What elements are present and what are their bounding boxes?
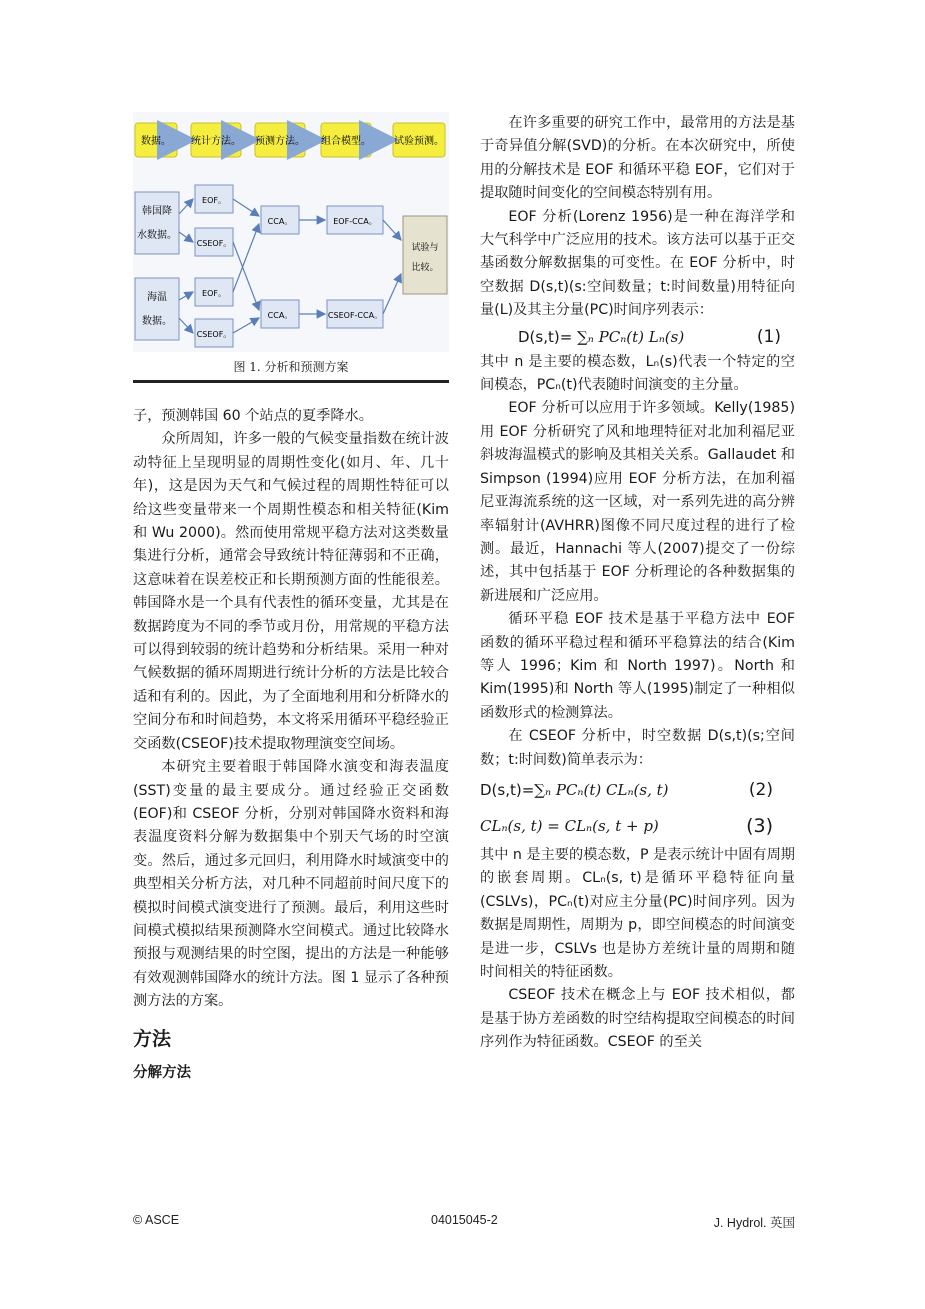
model-label-1: EOF-CCA。 bbox=[333, 217, 377, 226]
left-column bbox=[133, 405, 449, 1088]
footer-copyright: © ASCE bbox=[133, 1213, 180, 1227]
top-box-label-5: 试验预测。 bbox=[394, 136, 444, 147]
paragraph: 循环平稳 EOF 技术是基于平稳方法中 EOF 函数的循环平稳过程和循环平稳算法的结合(Kim 等人 1996；Kim 和 North 1997)。North 和 Kim(1995)和 North 等人(1995)制定了一种相似函数形式的检测算法。 bbox=[480, 611, 795, 721]
footer-article-id: 04015045-2 bbox=[431, 1213, 498, 1227]
footer-journal: J. Hydrol. 英国 bbox=[713, 1216, 795, 1230]
equation-1 bbox=[480, 323, 795, 351]
equation-3 bbox=[480, 812, 795, 840]
paragraph: 在许多重要的研究工作中，最常用的方法是基于奇异值分解(SVD)的分析。在本次研究中，所使用的分解技术是 EOF 和循环平稳 EOF，它们对于提取随时间变化的空间模态特别有用。 bbox=[480, 115, 795, 202]
cca-label-2: CCA。 bbox=[267, 311, 293, 320]
paragraph: 其中 n 是主要的模态数，P 是表示统计中固有周期的嵌套周期。CLₙ(s, t)是循环平稳特征向量(CSLVs)，PCₙ(t)对应主分量(PC)时间序列。因为数据是周期性，周期为 p，即空间模态的时间演变是进一步，CSLVs 也是协方差统计量的周期和随时间相关的特征函数。 bbox=[480, 846, 795, 980]
figure-1 bbox=[133, 112, 449, 380]
decomp-label-4: CSEOF。 bbox=[196, 330, 232, 339]
input-label-sst: 数据。 bbox=[142, 316, 172, 327]
section-heading: 方法 bbox=[133, 1027, 172, 1050]
svg-text:试验与: 试验与 bbox=[411, 243, 439, 253]
flowchart-diagram bbox=[133, 112, 449, 352]
decomp-label-3: EOF。 bbox=[202, 289, 226, 298]
paragraph: 众所周知，许多一般的气候变量指数在统计波动特征上呈现明显的周期性变化(如月、年、几十年)，这是因为天气和气候过程的周期性特征可以给这些变量带来一个周期性模态和相关特征(Kim 和 Wu 2000)。然而使用常规平稳方法对这类数量集进行分析，通常会导致统计特征薄弱和不正确，这意味着在误差校正和长期预测方面的性能很差。韩国降水是一个具有代表性的循环变量，尤其是在数据跨度为不同的季节或月份，用常规的平稳方法可以得到较弱的统计趋势和分析结果。采用一种对气候数据的循环周期进行统计分析的方法是比较合适和有利的。因此，为了全面地利用和分析降水的空间分布和时间趋势，本文将采用循环平稳经验正交函数(CSEOF)技术提取物理演变空间场。 bbox=[133, 431, 449, 752]
equation-expression: CLₙ(s, t) = CLₙ(s, t + p) bbox=[480, 816, 659, 835]
paragraph: EOF 分析可以应用于许多领域。Kelly(1985)用 EOF 分析研究了风和地理特征对北加利福尼亚斜坡海温模式的影响及其相关关系。Gallaudet 和 Simpson (1994)应用 EOF 分析方法，在加利福尼亚海流系统的这一区域，对一系列先进的高分辨率辐射计(AVHRR)图像不同尺度过程的进行了检测。最近，Hannachi 等人(2007)提交了一份综述，其中包括基于 EOF 分析理论的各种数据集的新进展和广泛应用。 bbox=[480, 400, 795, 604]
svg-text:海温: 海温 bbox=[147, 292, 167, 303]
equation-number: (3) bbox=[746, 814, 773, 837]
paragraph: 本研究主要着眼于韩国降水演变和海表温度(SST)变量的最主要成分。通过经验正交函数(EOF)和 CSEOF 分析，分别对韩国降水资料和海表温度资料分解为数据集中个别天气场的时空演变。然后，通过多元回归，利用降水时域演变中的典型相关分析方法，对几种不同超前时间尺度下的模拟时间模式演变进行了预测。最后，利用这些时间模式模拟结果预测降水空间模式。通过比较降水预报与观测结果的时空图，提出的方法是一种能够有效观测韩国降水的统计方法。图 1 显示了各种预测方法的方案。 bbox=[133, 759, 449, 1010]
top-box-label-2: 统计方法。 bbox=[191, 136, 241, 147]
right-column bbox=[480, 112, 795, 1055]
result-label: 比较。 bbox=[411, 263, 439, 273]
top-box-label-4: 组合模型。 bbox=[321, 136, 371, 147]
equation-number: (1) bbox=[756, 326, 781, 347]
paragraph: EOF 分析(Lorenz 1956)是一种在海洋学和大气科学中广泛应用的技术。该方法可以基于正交基函数分解数据集的可变性。在 EOF 分析中，时空数据 D(s,t)(s:空间数量；t:时间数量)用特征向量(L)及其主分量(PC)时间序列表示： bbox=[480, 208, 795, 319]
decomp-label-2: CSEOF。 bbox=[196, 239, 232, 248]
top-box-label-3: 预测方法。 bbox=[255, 136, 305, 147]
paragraph: CSEOF 技术在概念上与 EOF 技术相似，都是基于协方差函数的时空结构提取空间模态的时间序列作为特征函数。CSEOF 的至关 bbox=[480, 987, 795, 1051]
equation-number: (2) bbox=[748, 779, 773, 800]
equation-lhs: D(s,t)= bbox=[480, 780, 535, 799]
equation-rhs: ∑ₙ PCₙ(t) Lₙ(s) bbox=[577, 327, 685, 346]
paragraph: 其中 n 是主要的模态数，Lₙ(s)代表一个特定的空间模态，PCₙ(t)代表随时间演变的主分量。 bbox=[480, 353, 795, 394]
svg-text:韩国降: 韩国降 bbox=[142, 206, 172, 217]
decomp-label-1: EOF。 bbox=[202, 196, 226, 205]
equation-2 bbox=[480, 776, 795, 804]
model-label-2: CSEOF-CCA。 bbox=[327, 311, 383, 320]
top-box-label-1: 数据。 bbox=[141, 136, 171, 147]
paragraph: 子，预测韩国 60 个站点的夏季降水。 bbox=[133, 408, 373, 424]
figure-divider bbox=[133, 380, 449, 383]
figure-caption: 图 1. 分析和预测方案 bbox=[233, 360, 349, 374]
paragraph: 在 CSEOF 分析中，时空数据 D(s,t)(s;空间数；t:时间数)简单表示为： bbox=[480, 728, 795, 768]
cca-label-1: CCA。 bbox=[267, 217, 293, 226]
equation-rhs: ∑ₙ PCₙ(t) CLₙ(s, t) bbox=[534, 780, 669, 799]
subsection-heading: 分解方法 bbox=[133, 1064, 191, 1081]
input-label-precip: 水数据。 bbox=[137, 230, 177, 241]
equation-lhs: D(s,t)= bbox=[518, 327, 578, 346]
